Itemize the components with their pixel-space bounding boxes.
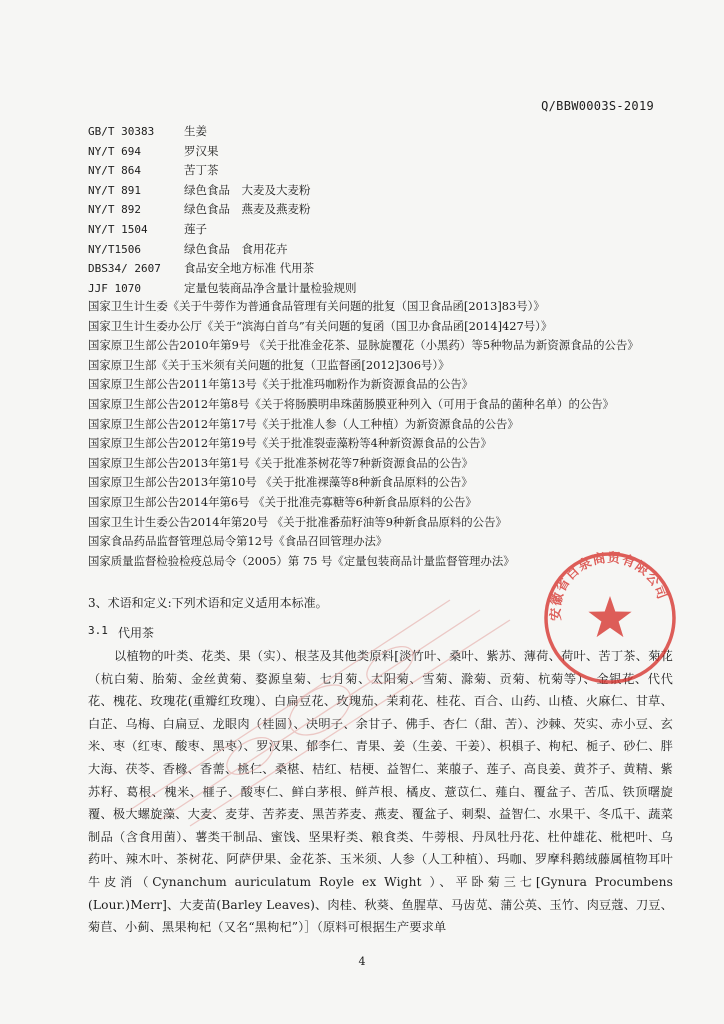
reference-row: [88, 181, 678, 201]
notice-line: 国家原卫生部公告2012年第17号《关于批准人参（人工种植）为新资源食品的公告》: [88, 416, 519, 431]
subsection-number: 3.1: [88, 624, 108, 637]
standard-name: 苦丁茶: [184, 163, 219, 178]
standard-code: JJF 1070: [88, 281, 141, 295]
standard-code: NY/T 892: [88, 203, 141, 217]
reference-row: [88, 161, 678, 181]
page-number: 4: [358, 955, 366, 968]
seal-star-icon: [588, 596, 631, 637]
notice-line: 国家卫生计生委公告2014年第20号 《关于批准番茄籽油等9种新食品原料的公告》: [88, 514, 507, 529]
reference-row: [88, 220, 678, 240]
reference-row: [88, 200, 678, 220]
notice-line: 国家原卫生部公告2014年第6号 《关于批准壳寡糖等6种新食品原料的公告》: [88, 494, 477, 509]
definition-paragraph: 以植物的叶类、花类、果（实）、根茎及其他类原料[淡竹叶、桑叶、紫苏、薄荷、荷叶、苦丁茶、菊花（杭白菊、胎菊、金丝黄菊、婺源皇菊、七月菊、太阳菊、雪菊、滁菊、贡菊、杭菊等）、金银花、代代花、槐花、玫瑰花(重瓣红玫瑰）、白扁豆花、玫瑰茄、茉莉花、桂花、百合、山药、山楂、火麻仁、甘草、白芷、乌梅、白扁豆、龙眼肉（桂圆）、决明子、余甘子、佛手、杏仁（甜、苦）、沙棘、芡实、赤小豆、玄米、枣（红枣、酸枣、黑枣）、罗汉果、郁李仁、青果、姜（生姜、干姜）、枳椇子、枸杞、栀子、砂仁、胖大海、茯苓、香橼、香薷、桃仁、桑椹、桔红、桔梗、益智仁、莱菔子、莲子、高良姜、黄芥子、黄精、紫苏籽、葛根、槐米、榧子、酸枣仁、鲜白茅根、鲜芦根、橘皮、薏苡仁、薤白、覆盆子、苦瓜、铁顶曙旋覆、极大螺旋藻、大麦、麦芽、苦荞麦、黑苦荞麦、燕麦、覆盆子、刺梨、益智仁、水果干、冬瓜干、蔬菜制品（含食用菌）、薯类干制品、蜜饯、坚果籽类、粮食类、牛蒡根、丹凤牡丹花、杜仲雄花、枇杷叶、乌药叶、辣木叶、茶树花、阿萨伊果、金花茶、玉米须、人参（人工种植）、玛咖、罗摩科鹅绒藤属植物耳叶牛皮消（Cynanchum auriculatum Royle ex Wight ）、平卧菊三七[Gynura Procumbens (Lour.)Merr]、大麦苗(Barley Leaves)、肉桂、秋葵、鱼腥草、马齿苋、蒲公英、玉竹、肉豆蔻、刀豆、菊苣、小蓟、黑果枸杞（又名“黑枸杞”）］（原料可根据生产要求单: [88, 649, 673, 935]
normative-references: [88, 122, 678, 298]
section-heading: 3、术语和定义:下列术语和定义适用本标准。: [88, 596, 328, 610]
standard-code: NY/T 694: [88, 144, 141, 158]
document-number: Q/BBW0003S-2019: [541, 99, 654, 113]
standard-name: 绿色食品 大麦及大麦粉: [184, 182, 311, 197]
reference-row: [88, 240, 678, 260]
standard-code: NY/T1506: [88, 242, 141, 256]
notice-line: 国家原卫生部公告2012年第19号《关于批准裂壶藻粉等4种新资源食品的公告》: [88, 436, 492, 451]
reference-row: [88, 259, 678, 279]
company-seal: [540, 548, 680, 688]
reference-row: [88, 279, 678, 299]
standard-name: 莲子: [184, 221, 207, 236]
reference-row: [88, 122, 678, 142]
notice-line: 国家卫生计生委办公厅《关于“滨海白首乌”有关问题的复函（国卫办食品函[2014]427号）》: [88, 318, 553, 333]
regulatory-notices: [88, 297, 673, 571]
standard-name: 生姜: [184, 124, 207, 138]
reference-row: [88, 142, 678, 162]
notice-line: 国家原卫生部《关于玉米须有关问题的批复（卫监督函[2012]306号）》: [88, 357, 450, 372]
notice-line: 国家食品药品监督管理总局令第12号《食品召回管理办法》: [88, 534, 388, 549]
subsection-heading: [88, 624, 154, 641]
notice-line: 国家原卫生部公告2013年第10号 《关于批准裸藻等8种新食品原料的公告》: [88, 475, 473, 490]
standard-name: 罗汉果: [184, 143, 219, 158]
notice-line: 国家质量监督检验检疫总局令（2005）第 75 号《定量包装商品计量监督管理办法》: [88, 553, 515, 568]
standard-name: 绿色食品 食用花卉: [184, 241, 288, 256]
seal-text: 安徽省百泉商贸有限公司: [548, 550, 670, 622]
standard-code: NY/T 891: [88, 183, 141, 197]
notice-line: 国家卫生计生委《关于牛蒡作为普通食品管理有关问题的批复（国卫食品函[2013]83号）》: [88, 299, 545, 313]
standard-code: NY/T 864: [88, 164, 141, 178]
standard-name: 食品安全地方标准 代用茶: [184, 261, 315, 276]
standard-code: NY/T 1504: [88, 222, 148, 236]
subsection-title: 代用茶: [118, 626, 155, 640]
notice-line: 国家原卫生部公告2010年第9号 《关于批准金花茶、显脉旋覆花（小黑药）等5种物品为新资源食品的公告》: [88, 338, 639, 353]
notice-line: 国家原卫生部公告2012年第8号《关于将肠膜明串珠菌肠膜亚种列入（可用于食品的菌种名单）的公告》: [88, 396, 615, 411]
notice-line: 国家原卫生部公告2011年第13号《关于批准玛咖粉作为新资源食品的公告》: [88, 377, 474, 392]
standard-code: DBS34/ 2607: [88, 262, 161, 276]
notice-line: 国家原卫生部公告2013年第1号《关于批准茶树花等7种新资源食品的公告》: [88, 455, 474, 470]
standard-name: 绿色食品 燕麦及燕麦粉: [184, 202, 311, 217]
standard-code: GB/T 30383: [88, 125, 155, 138]
standard-name: 定量包装商品净含量计量检验规则: [184, 280, 357, 295]
